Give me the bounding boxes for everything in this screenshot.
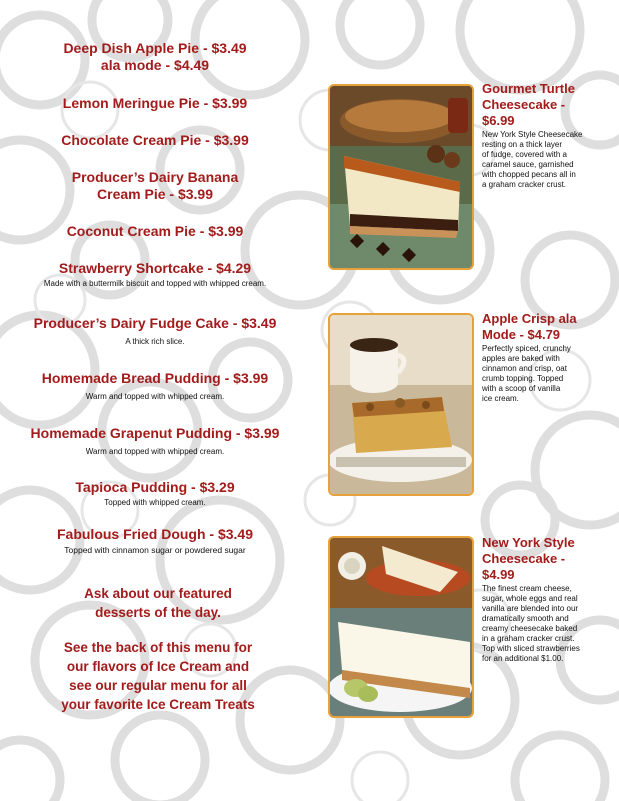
menu-item-lemon-meringue xyxy=(0,95,310,112)
menu-item-description: Made with a buttermilk biscuit and topped with whipped cream. xyxy=(43,279,267,288)
menu-item-title-line2: ala mode - $4.49 xyxy=(100,57,210,73)
menu-item-title-line2: Cream Pie - $3.99 xyxy=(97,186,213,202)
promo-line: your favorite Ice Cream Treats xyxy=(61,697,255,712)
featured-desc-line: with chopped pecans all in xyxy=(482,170,576,179)
menu-item-title: Tapioca Pudding - $3.29 xyxy=(75,479,235,495)
featured-desc-line: in a graham cracker crust. xyxy=(482,634,575,643)
ice-cream-note xyxy=(0,638,316,714)
featured-desc-line: creamy cheesecake baked xyxy=(482,624,578,633)
featured-desc-line: The finest cream cheese, xyxy=(482,584,572,593)
featured-title-line: $4.99 xyxy=(482,567,515,582)
featured-desc-line: of fudge, covered with a xyxy=(482,150,567,159)
menu-item-title: Homemade Grapenut Pudding - $3.99 xyxy=(30,425,280,441)
featured-desc-line: sugar, whole eggs and real xyxy=(482,594,578,603)
featured-desc-line: caramel sauce, garnished xyxy=(482,160,574,169)
menu-item-chocolate-cream xyxy=(0,132,310,149)
featured-title-line: Cheesecake - xyxy=(482,97,566,112)
menu-item-fudge-cake xyxy=(0,315,310,347)
featured-desc-line: cinnamon and crisp, oat xyxy=(482,364,567,373)
featured-apple-crisp xyxy=(482,311,614,404)
menu-item-tapioca-pudding xyxy=(0,479,310,508)
featured-desc-line: resting on a thick layer xyxy=(482,140,563,149)
featured-turtle-cheesecake xyxy=(482,81,614,190)
featured-desc-line: crumb topping. Topped xyxy=(482,374,564,383)
menu-item-banana-cream xyxy=(0,169,310,203)
menu-item-title: Chocolate Cream Pie - $3.99 xyxy=(61,132,249,148)
featured-desc-line: ice cream. xyxy=(482,394,519,403)
promo-line: See the back of this menu for xyxy=(63,640,253,655)
featured-desc-line: dramatically smooth and xyxy=(482,614,569,623)
featured-desserts-note xyxy=(0,584,316,622)
featured-desc-line: with a scoop of vanilla xyxy=(482,384,561,393)
menu-item-title: Deep Dish Apple Pie - $3.49 xyxy=(63,40,247,56)
featured-desc-line: Perfectly spiced, crunchy xyxy=(482,344,571,353)
menu-item-title: Fabulous Fried Dough - $3.49 xyxy=(56,526,254,542)
apple-crisp-photo xyxy=(328,313,474,496)
menu-item-title: Strawberry Shortcake - $4.29 xyxy=(58,260,252,276)
promo-line: our flavors of Ice Cream and xyxy=(66,659,250,674)
featured-desc-line: for an additional $1.00. xyxy=(482,654,564,663)
promo-line: Ask about our featured xyxy=(84,586,232,601)
menu-item-coconut-cream xyxy=(0,223,310,240)
menu-item-description: Warm and topped with whipped cream. xyxy=(85,392,225,401)
featured-ny-cheesecake xyxy=(482,535,614,664)
featured-desc-line: vanilla are blended into our xyxy=(482,604,579,613)
featured-title-line: $6.99 xyxy=(482,113,515,128)
menu-item-description: A thick rich slice. xyxy=(125,337,185,346)
menu-item-title: Producer’s Dairy Fudge Cake - $3.49 xyxy=(33,315,277,331)
menu-item-description: Warm and topped with whipped cream. xyxy=(85,447,225,456)
featured-title-line: Mode - $4.79 xyxy=(482,327,561,342)
featured-desc-line: Top with sliced strawberries xyxy=(482,644,580,653)
menu-item-title: Producer’s Dairy Banana xyxy=(71,169,239,185)
featured-desc-line: a graham cracker crust. xyxy=(482,180,567,189)
featured-title-line: Apple Crisp ala xyxy=(482,311,577,326)
menu-item-description: Topped with cinnamon sugar or powdered sugar xyxy=(64,545,246,555)
ny-cheesecake-photo xyxy=(328,536,474,718)
menu-item-apple-pie xyxy=(0,40,310,74)
featured-title-line: New York Style xyxy=(482,535,575,550)
menu-item-bread-pudding xyxy=(0,370,310,402)
featured-desc-line: New York Style Cheesecake xyxy=(482,130,583,139)
featured-desc-line: apples are baked with xyxy=(482,354,560,363)
menu-item-description: Topped with whipped cream. xyxy=(104,498,206,507)
menu-item-title: Homemade Bread Pudding - $3.99 xyxy=(41,370,269,386)
featured-title-line: Gourmet Turtle xyxy=(482,81,575,96)
promo-line: see our regular menu for all xyxy=(69,678,247,693)
menu-item-title: Lemon Meringue Pie - $3.99 xyxy=(62,95,248,111)
menu-item-strawberry-shortcake xyxy=(0,260,310,289)
turtle-cheesecake-photo xyxy=(328,84,474,270)
featured-title-line: Cheesecake - xyxy=(482,551,566,566)
menu-item-title: Coconut Cream Pie - $3.99 xyxy=(66,223,244,239)
menu-item-grapenut-pudding xyxy=(0,425,310,457)
promo-line: desserts of the day. xyxy=(95,605,221,620)
menu-item-fried-dough xyxy=(0,526,310,555)
